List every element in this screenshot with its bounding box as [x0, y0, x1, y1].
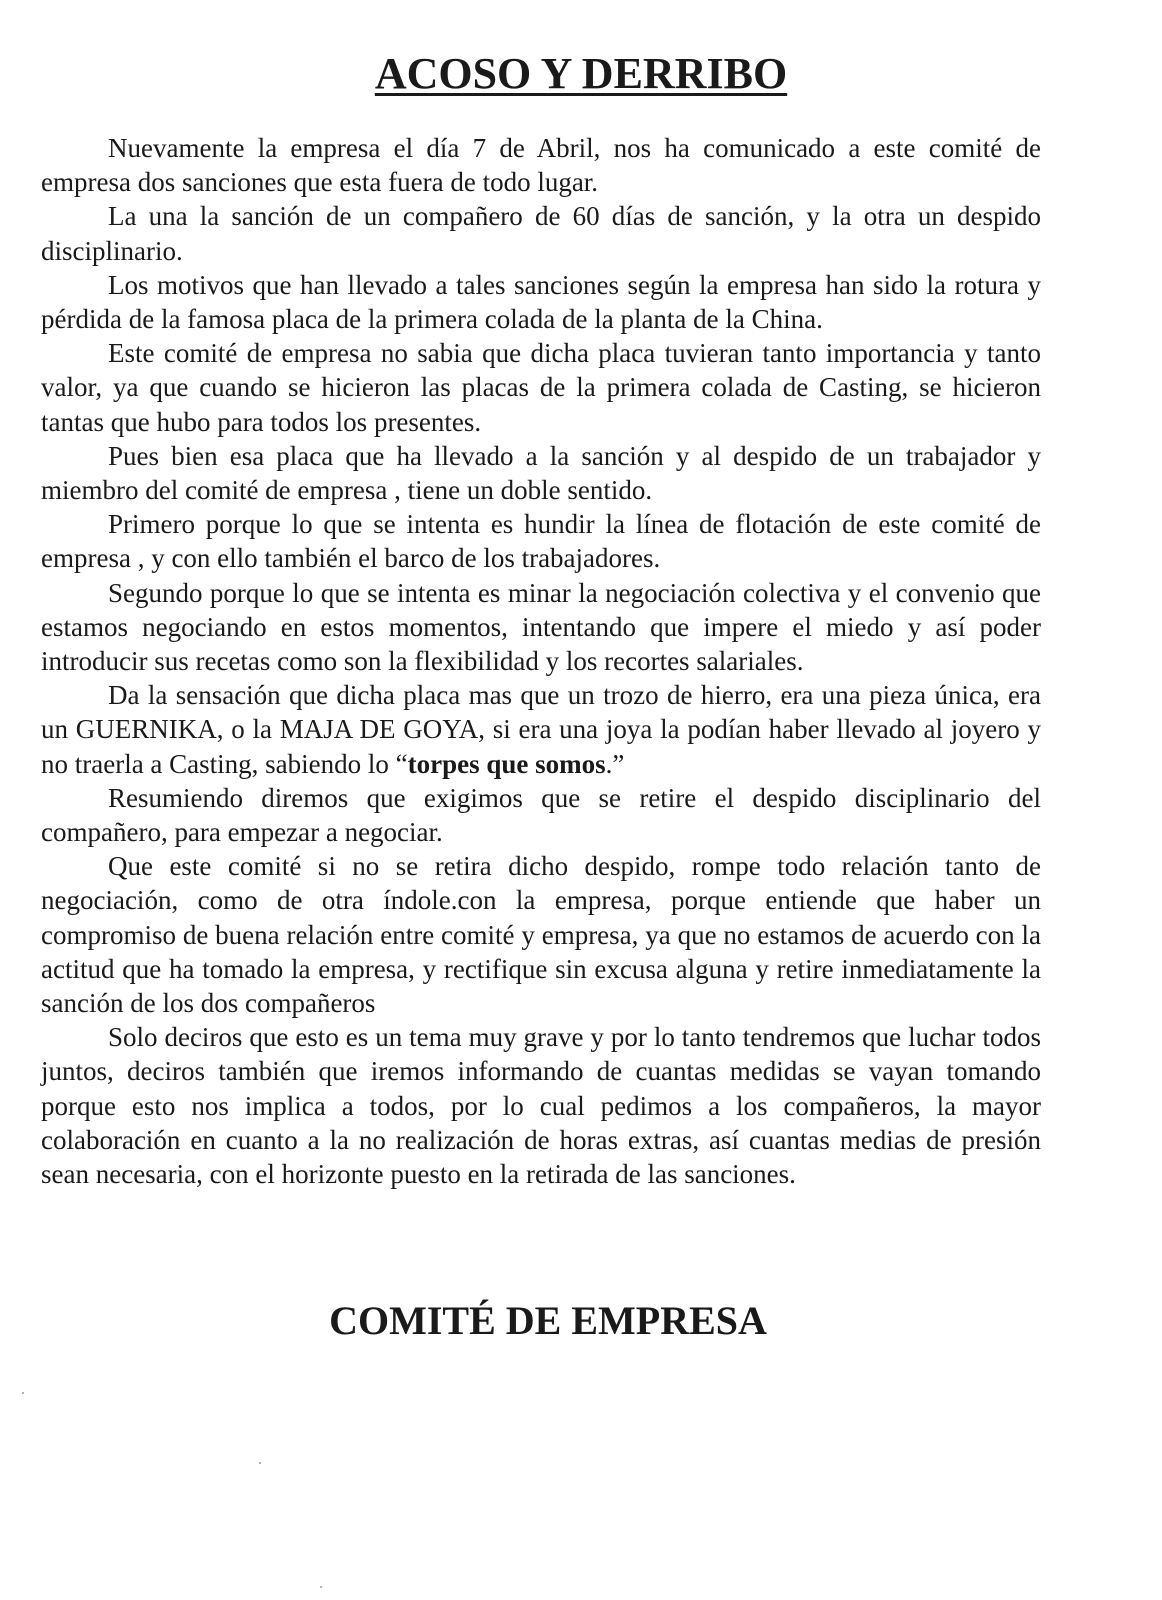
paragraph: Que este comité si no se retira dicho despido, rompe todo relación tanto de negociación, como de otra índole.con la empresa, porque entiende que haber un compromiso de buena relación entre comité y empresa, ya que no estamos de acuerdo con la actitud que ha tomado la empresa, y rectifique sin excusa alguna y retire inmediatamente la sanción de los dos compañeros: [41, 851, 1041, 1019]
paragraph: Primero porque lo que se intenta es hundir la línea de flotación de este comité de empresa , y con ello también el barco de los trabajadores.: [41, 509, 1041, 574]
paragraph: Los motivos que han llevado a tales sanciones según la empresa han sido la rotura y pérdida de la famosa placa de la primera colada de la planta de la China.: [41, 269, 1041, 335]
paragraph: Segundo porque lo que se intenta es minar la negociación colectiva y el convenio que estamos negociando en estos momentos, intentando que impere el miedo y así poder introducir sus recetas como son la flexibilidad y los recortes salariales.: [41, 577, 1041, 677]
paragraph-text: .”: [605, 748, 625, 779]
paragraph: Pues bien esa placa que ha llevado a la sanción y al despido de un trabajador y miembro del comité de empresa , tiene un doble sentido.: [41, 440, 1041, 506]
document-body: [41, 131, 1041, 1191]
scan-speck: [320, 1586, 322, 1588]
paragraph: Solo deciros que esto es un tema muy grave y por lo tanto tendremos que luchar todos juntos, deciros también que iremos informando de cuantas medidas se vayan tomando porque esto nos implica a todos, por lo cual pedimos a los compañeros, la mayor colaboración en cuanto a la no realización de horas extras, así cuantas medias de presión sean necesaria, con el horizonte puesto en la retirada de las sanciones.: [41, 1022, 1041, 1190]
bold-phrase: torpes que somos: [407, 748, 606, 779]
paragraph: Resumiendo diremos que exigimos que se retire el despido disciplinario del compañero, para empezar a negociar.: [41, 782, 1041, 848]
document-title-text: ACOSO Y DERRIBO: [374, 49, 788, 98]
paragraph: Nuevamente la empresa el día 7 de Abril, nos ha comunicado a este comité de empresa dos sanciones que esta fuera de todo lugar.: [41, 133, 1041, 198]
scan-speck: [259, 1462, 261, 1464]
scan-speck: [22, 1392, 24, 1394]
document-title: [0, 46, 1162, 102]
paragraph: Este comité de empresa no sabia que dicha placa tuvieran tanto importancia y tanto valor, ya que cuando se hicieron las placas de la primera colada de Casting, se hicieron tantas que hubo para todos los presentes.: [41, 338, 1041, 437]
signature: COMITÉ DE EMPRESA: [329, 1298, 767, 1343]
paragraph: [41, 678, 1041, 781]
paragraph-text: Da la sensación que dicha placa mas que un trozo de hierro, era una pieza única, era un GUERNIKA, o la MAJA DE GOYA, si era una joya la podían haber llevado al joyero y no traerla a Casting, sabiendo lo “: [41, 680, 1041, 779]
paragraph: La una la sanción de un compañero de 60 días de sanción, y la otra un despido disciplinario.: [41, 201, 1041, 266]
